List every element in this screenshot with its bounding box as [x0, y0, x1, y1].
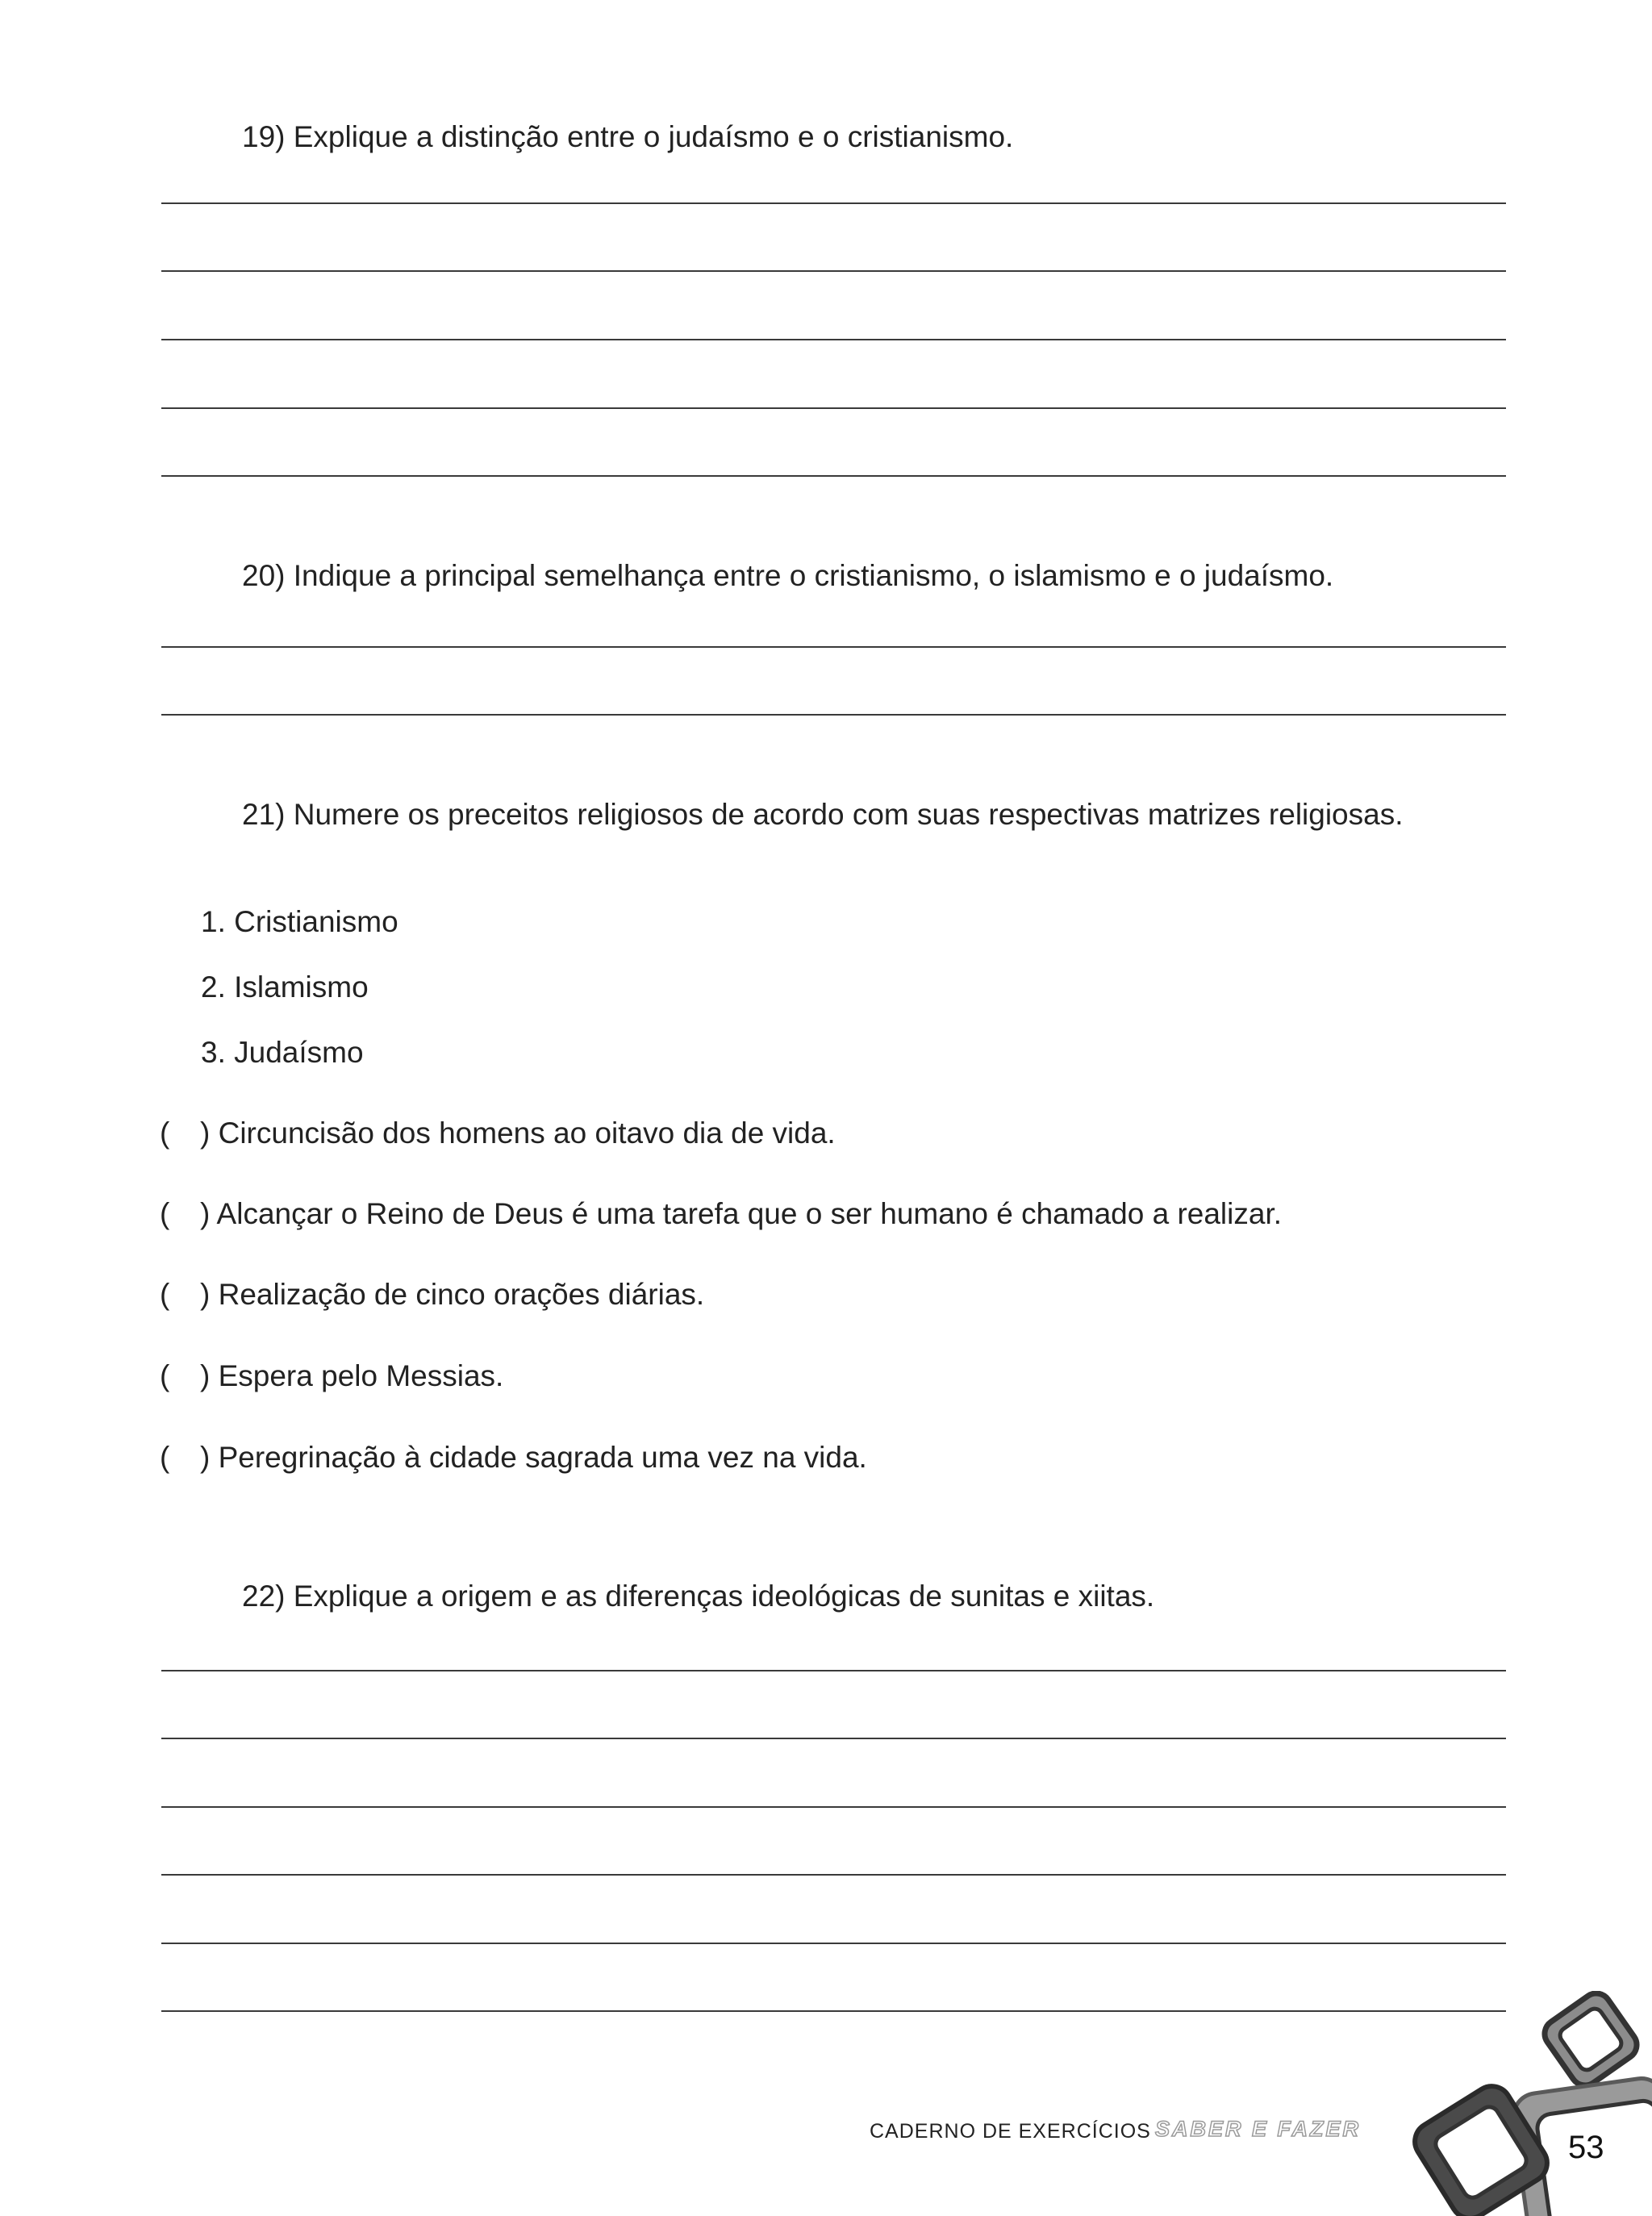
- answer-line: [161, 1874, 1506, 1876]
- answer-line: [161, 714, 1506, 716]
- item-text: ) Realização de cinco orações diárias.: [200, 1278, 705, 1311]
- answer-line: [161, 1806, 1506, 1808]
- answer-slot[interactable]: (: [160, 1278, 170, 1311]
- answer-line: [161, 1738, 1506, 1739]
- item-text: ) Espera pelo Messias.: [200, 1359, 504, 1392]
- answer-line: [161, 1670, 1506, 1671]
- answer-line: [161, 270, 1506, 272]
- question-21: 21) Numere os preceitos religiosos de acordo com suas respectivas matrizes religiosas.: [242, 798, 1404, 831]
- answer-line: [161, 202, 1506, 204]
- option-islamismo: 2. Islamismo: [201, 970, 369, 1004]
- numbering-item: [160, 1358, 503, 1394]
- answer-line: [161, 339, 1506, 340]
- numbering-item: [160, 1277, 704, 1312]
- footer-brand-logo: SABER E FAZER: [1155, 2117, 1362, 2141]
- numbering-item: [160, 1440, 867, 1475]
- answer-slot[interactable]: (: [160, 1359, 170, 1392]
- numbering-item: [160, 1196, 1282, 1232]
- page-number: 53: [1568, 2130, 1604, 2165]
- footer-label: CADERNO DE EXERCÍCIOS: [870, 2120, 1151, 2143]
- item-text: ) Alcançar o Reino de Deus é uma tarefa que o ser humano é chamado a realizar.: [200, 1197, 1282, 1230]
- answer-line: [161, 2010, 1506, 2012]
- option-judaismo: 3. Judaísmo: [201, 1036, 364, 1069]
- answer-slot[interactable]: (: [160, 1116, 170, 1150]
- item-text: ) Circuncisão dos homens ao oitavo dia de vida.: [200, 1116, 836, 1150]
- numbering-item: [160, 1116, 836, 1151]
- question-22: 22) Explique a origem e as diferenças ideológicas de sunitas e xiitas.: [242, 1580, 1155, 1613]
- item-text: ) Peregrinação à cidade sagrada uma vez na vida.: [200, 1441, 867, 1474]
- answer-line: [161, 475, 1506, 477]
- corner-squares-decoration: [1404, 1991, 1652, 2216]
- answer-line: [161, 407, 1506, 409]
- option-cristianismo: 1. Cristianismo: [201, 905, 398, 938]
- answer-slot[interactable]: (: [160, 1441, 170, 1474]
- answer-line: [161, 646, 1506, 648]
- question-19: 19) Explique a distinção entre o judaísmo e o cristianismo.: [242, 120, 1014, 153]
- question-20: 20) Indique a principal semelhança entre o cristianismo, o islamismo e o judaísmo.: [242, 559, 1334, 592]
- answer-slot[interactable]: (: [160, 1197, 170, 1230]
- answer-line: [161, 1943, 1506, 1944]
